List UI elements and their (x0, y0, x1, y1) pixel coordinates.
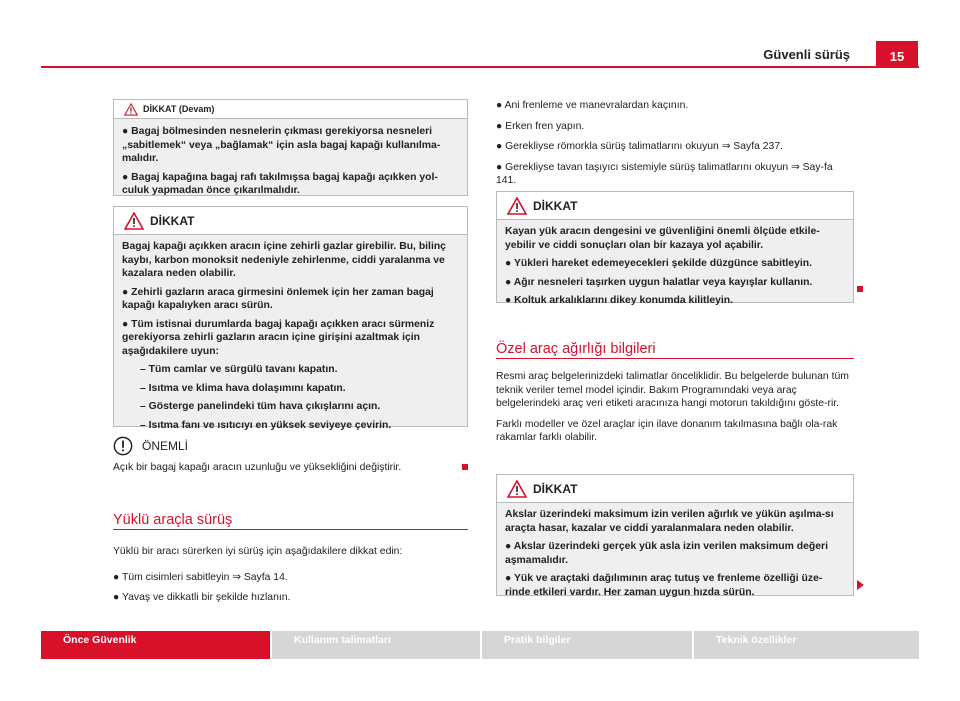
warning-box-sliding-load (496, 191, 854, 306)
notice-title: ÖNEMLİ (142, 439, 189, 453)
section-intro: Yüklü bir aracı sürerken iyi sürüş için aşağıdakilere dikkat edin: (113, 546, 403, 557)
footer-tab-practical[interactable]: Pratik bilgiler (482, 631, 692, 659)
section-body (496, 370, 854, 452)
warning-box-body (497, 503, 853, 610)
section-title: Özel araç ağırlığı bilgileri (496, 341, 656, 357)
warning-triangle-icon (507, 480, 527, 498)
section-body (113, 545, 468, 612)
footer-tab-safety[interactable]: Önce Güvenlik (41, 631, 270, 659)
warning-item: ● Bagaj kapağına bagaj rafı takılmışsa bagaj kapağı açıkken yol-culuk yapmadan önce çıkarılmalıdır. (122, 171, 438, 196)
warning-item: ● Yük ve araçtaki dağılımının araç tutuş ve frenleme özelliği üze-rinde etkileri vardır. Her zaman uygun hızda sürün. (505, 573, 823, 598)
list-item: ● Tüm cisimleri sabitleyin ⇒ Sayfa 14. (113, 571, 288, 583)
section-paragraph: Resmi araç belgelerinizdeki talimatlar önceliklidir. Bu belgelerde bulunan tüm teknik veriler temel model içindir. Bakım Programındaki veya araç belgelerindeki araç veri etiketi aracınıza hangi motorun takıldığını göste-rir. (496, 371, 849, 409)
notice-text: Açık bir bagaj kapağı aracın uzunluğu ve yüksekliğini değiştirir. (113, 462, 402, 473)
warning-box-header (497, 192, 853, 220)
warning-box-body (497, 220, 853, 319)
warning-box-title: DİKKAT (150, 213, 195, 228)
page-header-title: Güvenli sürüş (763, 47, 850, 62)
warning-triangle-icon (507, 197, 527, 215)
section-rule (496, 358, 854, 359)
section-end-marker (857, 286, 863, 292)
warning-box-continued (113, 99, 468, 196)
warning-triangle-icon (124, 212, 144, 230)
warning-item: ● Yükleri hareket edemeyecekleri şekilde düzgünce sabitleyin. (505, 258, 812, 269)
warning-intro: Akslar üzerindeki maksimum izin verilen ağırlık ve yükün aşılma-sı araçta hasar, kazalar ve ciddi yaralanmalara neden olabilir. (505, 509, 834, 534)
warning-item: ● Bagaj bölmesinden nesnelerin çıkması gerekiyorsa nesneleri „sabitlemek“ veya „bağlamak“ için asla bagaj kapağı kullanılma-malıdır. (122, 126, 441, 164)
header-rule (41, 66, 919, 68)
warning-box-axle-load (496, 474, 854, 596)
warning-box-title: DİKKAT (533, 481, 578, 496)
warning-box-title: DİKKAT (533, 198, 578, 213)
list-item: ● Gerekliyse römorkla sürüş talimatlarını okuyun ⇒ Sayfa 237. (496, 141, 783, 152)
warning-item: ● Zehirli gazların araca girmesini önlemek için her zaman bagaj kapağı kapalıyken aracı sürün. (122, 286, 434, 311)
warning-intro: Kayan yük aracın dengesini ve güvenliğini önemli ölçüde etkile-yebilir ve ciddi sonuçları olan bir kazaya yol açabilir. (505, 226, 820, 251)
list-item: ● Gerekliyse tavan taşıyıcı sistemiyle sürüş talimatlarını okuyun ⇒ Say-fa 141. (496, 161, 833, 186)
warning-box-title: DİKKAT (Devam) (143, 104, 215, 114)
warning-box-header (497, 475, 853, 503)
warning-item: ● Akslar üzerindeki gerçek yük asla izin verilen maksimum değeri aşmamalıdır. (505, 541, 828, 566)
page-number: 15 (876, 41, 918, 68)
section-end-marker (462, 464, 468, 470)
warning-intro: Bagaj kapağı açıkken aracın içine zehirli gazlar girebilir. Bu, bilinç kaybı, karbon monoksit nedeniyle zehirlenme, ciddi yaralanma ve kazalara neden olabilir. (122, 241, 446, 279)
section-rule (113, 529, 468, 530)
warning-box-header (114, 207, 467, 235)
footer-tab-operation[interactable]: Kullanım talimatları (272, 631, 480, 659)
warning-triangle-icon (124, 103, 138, 116)
list-item: ● Ani frenleme ve manevralardan kaçının. (496, 100, 689, 111)
exclamation-circle-icon (113, 436, 133, 456)
notice-header (113, 436, 188, 456)
warning-box-header (114, 100, 467, 119)
warning-subitem: – Tüm camlar ve sürgülü tavanı kapatın. (140, 364, 338, 375)
warning-box-body (114, 235, 467, 443)
warning-item: ● Koltuk arkalıklarını dikey konumda kilitleyin. (505, 295, 734, 306)
right-bullet-list (496, 99, 854, 195)
list-item: ● Erken fren yapın. (496, 120, 585, 132)
warning-item: ● Tüm istisnai durumlarda bagaj kapağı açıkken aracı sürmeniz gerekiyorsa zehirli gazların aracın içine girişini azaltmak için aşağıdakilere uyun: (122, 318, 435, 357)
continue-arrow-icon (857, 580, 864, 590)
section-title: Yüklü araçla sürüş (113, 512, 233, 528)
warning-subitem: – Isıtma fanı ve ısıtıcıyı en yüksek seviyeye çevirin. (140, 419, 392, 431)
footer-tab-technical[interactable]: Teknik özellikler (694, 631, 919, 659)
warning-box-toxic-gas (113, 206, 468, 431)
warning-subitem: – Isıtma ve klima hava dolaşımını kapatın. (140, 382, 346, 394)
warning-item: ● Ağır nesneleri taşırken uygun halatlar veya kayışlar kullanın. (505, 276, 813, 288)
list-item: ● Yavaş ve dikkatli bir şekilde hızlanın. (113, 592, 291, 603)
warning-box-body (114, 119, 467, 209)
section-paragraph: Farklı modeller ve özel araçlar için ilave donanım takılmasına bağlı ola-rak rakamlar farklı olabilir. (496, 418, 838, 443)
warning-subitem: – Gösterge panelindeki tüm hava çıkışlarını açın. (140, 401, 381, 412)
